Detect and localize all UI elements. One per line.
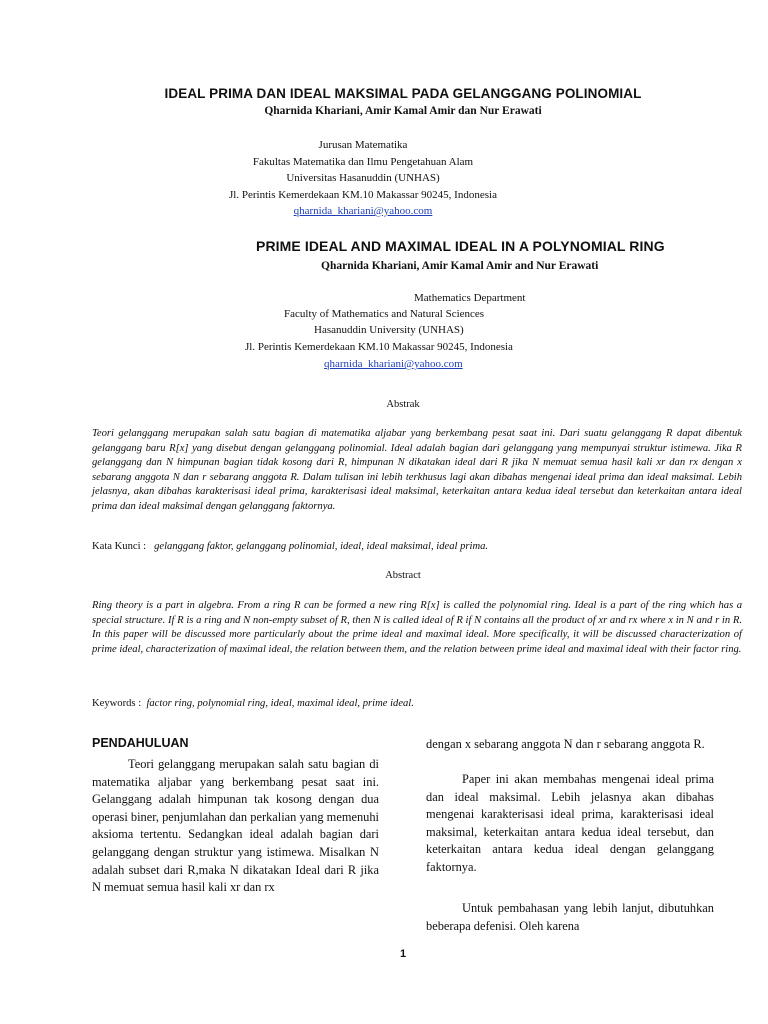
abstract-heading: Abstract [385,570,421,581]
page-number: 1 [399,948,407,960]
kata-kunci [92,541,742,552]
email-link-en[interactable]: qharnida_khariani@yahoo.com [324,358,463,370]
affiliation-en-dept: Mathematics Department [414,292,526,304]
right-column-paragraph-1: dengan x sebarang anggota N dan r sebarang anggota R. [426,737,705,751]
affiliation-en-univ: Hasanuddin University (UNHAS) [314,324,464,336]
affiliation-id-univ: Universitas Hasanuddin (UNHAS) [286,172,440,184]
keywords-text: factor ring, polynomial ring, ideal, maximal ideal, prime ideal. [146,698,414,709]
affiliation-id-address: Jl. Perintis Kemerdekaan KM.10 Makassar 90245, Indonesia [229,188,497,201]
kata-kunci-text: gelanggang faktor, gelanggang polinomial, ideal, ideal maksimal, ideal prima. [154,541,489,552]
right-column-paragraph-2: Paper ini akan membahas mengenai ideal prima dan ideal maksimal. Lebih jelasnya akan dibahas mengenai karakterisasi ideal prima, karakterisasi ideal maksimal, keterkaitan antara kedua ideal tersebut, dan keterkaitan antara kedua ideal dengan gelanggang faktornya. [426,772,714,874]
affiliation-en-faculty: Faculty of Mathematics and Natural Sciences [284,308,485,320]
keywords-label: Keywords : [92,698,142,709]
paper-title-en: PRIME IDEAL AND MAXIMAL IDEAL IN A POLYNOMIAL RING [256,238,665,254]
authors-en: Qharnida Khariani, Amir Kamal Amir and Nur Erawati [321,260,599,272]
abstrak-text: Teori gelanggang merupakan salah satu bagian di matematika aljabar yang berkembang pesat saat ini. Dari suatu gelanggang R dapat dibentuk gelanggang baru R[x] yang disebut dengan gelanggang polinomial. Ideal adalah bagian dari gelanggang yang mempunyai struktur istimewa. Jika R gelanggang dan N himpunan bagian tidak kosong dari R, himpunan N dikatakan ideal dari R jika N memuat semua hasil kali xr dan rx dengan x sebarang anggota N dan r sebarang anggota R. Dalam tulisan ini lebih terkhusus lagi akan dibahas mengenai ideal prima dan ideal maksimal. Lebih jelasnya, akan dibahas karakterisasi ideal prima, karakterisasi ideal maksimal, keterkaitan antara kedua ideal tersebut dan keterkaitan antara ideal prima dan ideal maksimal dengan gelanggang faktornya. [92,428,742,512]
right-column-paragraph-3: Untuk pembahasan yang lebih lanjut, dibutuhkan beberapa defenisi. Oleh karena [426,901,714,933]
abstract-text: Ring theory is a part in algebra. From a ring R can be formed a new ring R[x] is called the polynomial ring. Ideal is a part of the ring which has a special structure. If R is a ring and N non-empty subset of R, then N is called ideal of R if N contains all the product of xr and rx where x in N and r in R. In this paper will be discussed more particularly about the prime ideal and maximal ideal. More specifically, it will be discussed characterization of prime ideal, characterization of maximal ideal, the relation between them, and the relation between prime ideal and maximal ideal with their factor ring. [92,600,742,655]
affiliation-en-address: Jl. Perintis Kemerdekaan KM.10 Makassar 90245, Indonesia [245,341,513,353]
affiliation-id-faculty: Fakultas Matematika dan Ilmu Pengetahuan Alam [252,155,474,168]
paper-title-id: IDEAL PRIMA DAN IDEAL MAKSIMAL PADA GELANGGANG POLINOMIAL [164,86,642,101]
section-heading-pendahuluan: PENDAHULUAN [92,736,189,750]
authors-id: Qharnida Khariani, Amir Kamal Amir dan Nur Erawati [264,105,542,117]
keywords [92,698,742,709]
kata-kunci-label: Kata Kunci : [92,541,147,552]
affiliation-id-dept: Jurusan Matematika [318,139,408,151]
abstrak-heading: Abstrak [386,399,420,410]
left-column-paragraph: Teori gelanggang merupakan salah satu bagian di matematika aljabar yang berkembang pesat saat ini. Gelanggang adalah himpunan tak kosong dengan dua operasi biner, penjumlahan dan perkalian yang memenuhi aksioma tertentu. Sedangkan ideal adalah bagian dari gelanggang dengan struktur yang istimewa. Misalkan N adalah subset dari R,maka N dikatakan Ideal dari R jika N memuat semua hasil kali xr dan rx [92,757,379,895]
email-link-id[interactable]: qharnida_khariani@yahoo.com [293,205,433,217]
affiliation-id [0,137,726,220]
